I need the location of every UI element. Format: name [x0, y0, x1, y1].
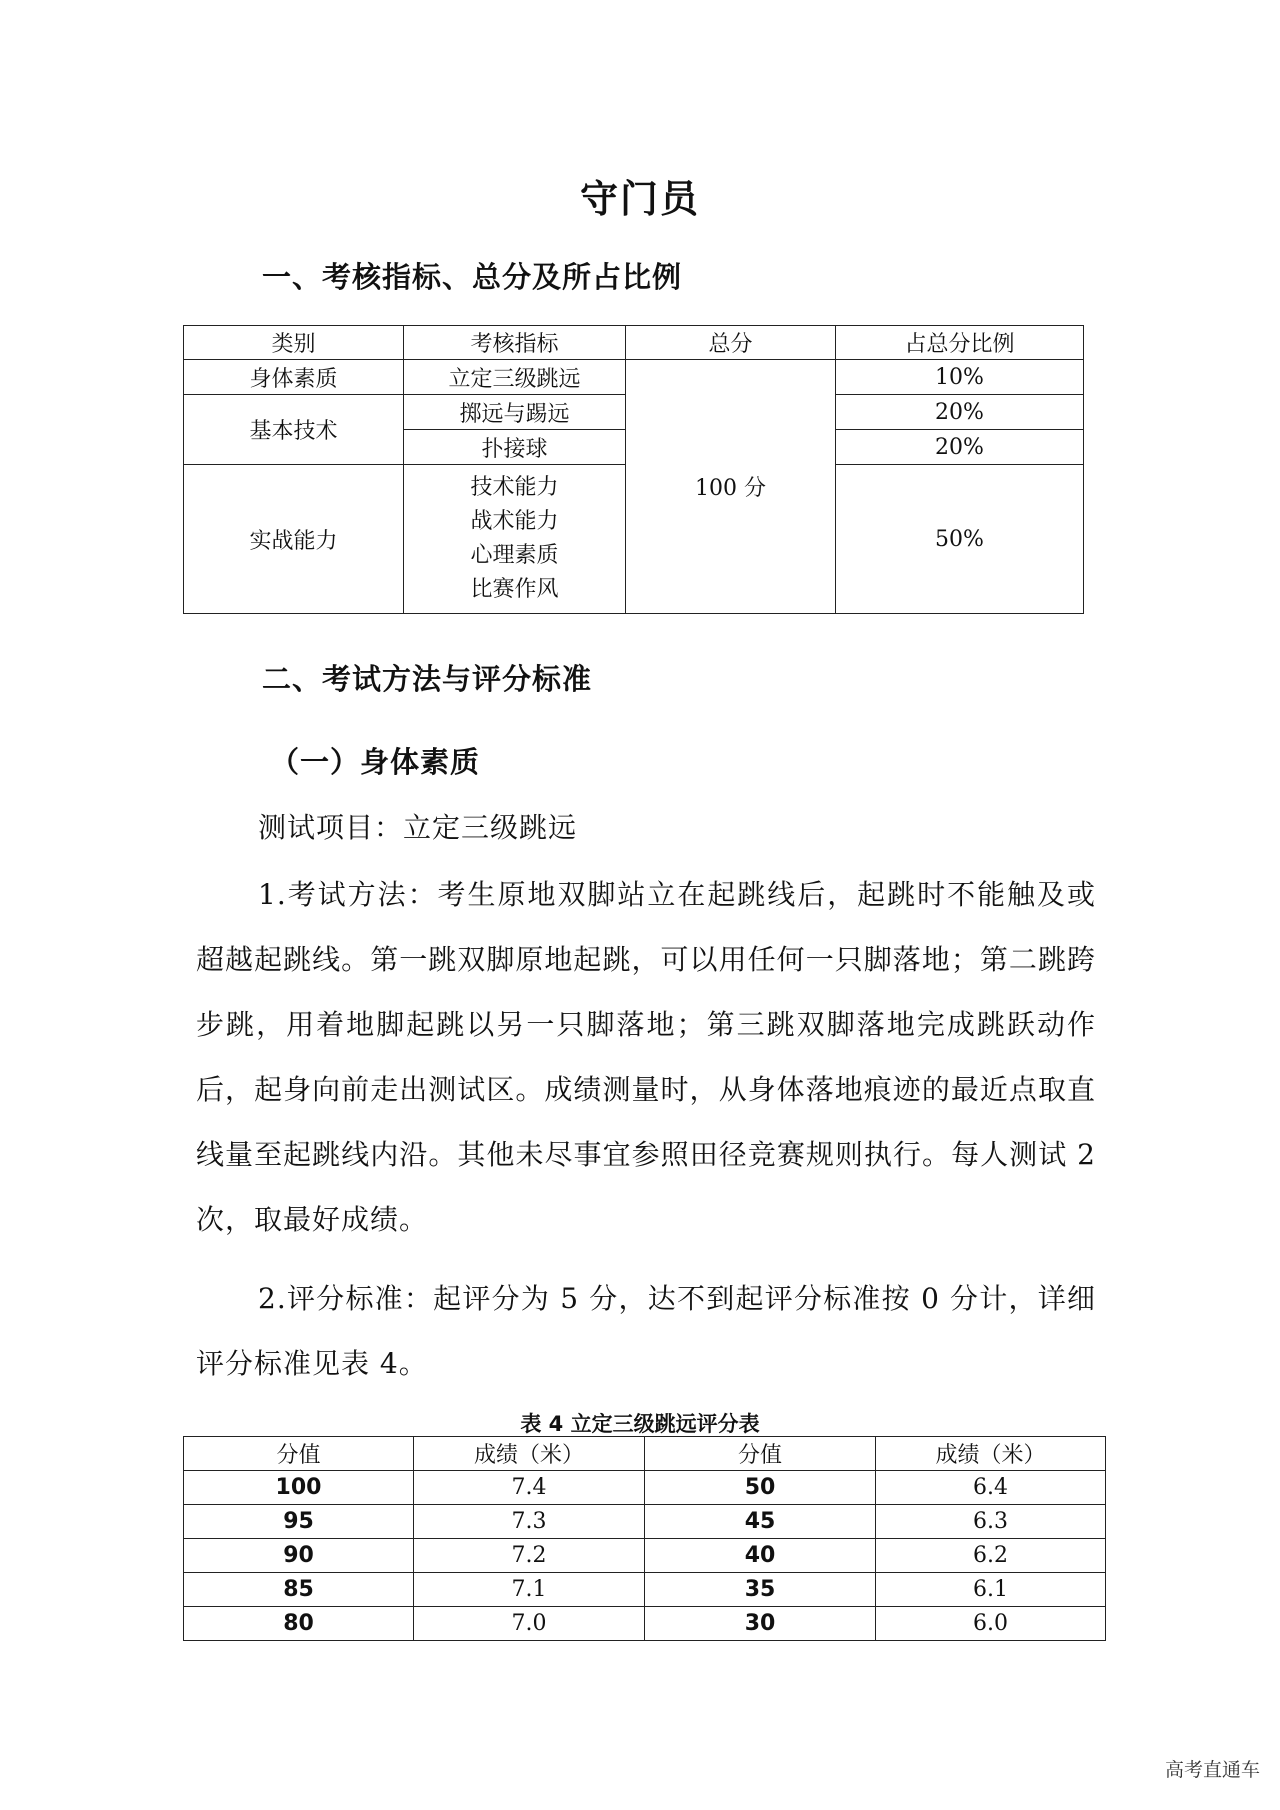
- header-cell: 考核指标: [404, 326, 626, 360]
- ratio-cell: 20%: [836, 395, 1084, 430]
- score-cell: 95: [184, 1505, 414, 1539]
- section-heading-2: 二、考试方法与评分标准: [262, 662, 593, 696]
- method-text: 1.考试方法：考生原地双脚站立在起跳线后，起跳时不能触及或超越起跳线。第一跳双脚原地起跳，可以用任何一只脚落地；第二跳跨步跳，用着地脚起跳以另一只脚落地；第三跳双脚落地完成跳跃动作后，起身向前走出测试区。成绩测量时，从身体落地痕迹的最近点取直线量至起跳线内沿。其他未尽事宜参照田径竞赛规则执行。每人测试 2 次，取最好成绩。: [196, 878, 1096, 1236]
- indicator-item: 技术能力: [470, 475, 559, 500]
- subsection-heading: （一）身体素质: [270, 745, 481, 779]
- header-cell: 类别: [184, 326, 404, 360]
- indicator-item: 战术能力: [470, 509, 559, 534]
- indicator-list-cell: [404, 465, 626, 614]
- table-caption: 表 4 立定三级跳远评分表: [520, 1412, 760, 1436]
- result-cell: 7.3: [414, 1505, 645, 1539]
- test-item-text: [196, 795, 1096, 860]
- score-cell: 80: [184, 1607, 414, 1641]
- score-cell: 90: [184, 1539, 414, 1573]
- indicator-item: 比赛作风: [470, 577, 559, 602]
- scoring-text: 2.评分标准：起评分为 5 分，达不到起评分标准按 0 分计，详细评分标准见表 4。: [196, 1282, 1096, 1380]
- table-row: [184, 1607, 1106, 1641]
- header-cell: 占总分比例: [836, 326, 1084, 360]
- test-item-label: 测试项目：立定三级跳远: [258, 811, 578, 844]
- result-cell: 7.1: [414, 1573, 645, 1607]
- indicator-cell: 立定三级跳远: [404, 360, 626, 395]
- scoring-paragraph: [196, 1266, 1096, 1396]
- result-cell: 6.2: [876, 1539, 1106, 1573]
- watermark-text: 高考直通车: [1164, 1759, 1260, 1781]
- header-cell: 分值: [645, 1437, 876, 1471]
- score-cell: 40: [645, 1539, 876, 1573]
- score-cell: 45: [645, 1505, 876, 1539]
- header-cell: 成绩（米）: [414, 1437, 645, 1471]
- indicator-item: 心理素质: [470, 543, 559, 568]
- category-cell: 身体素质: [184, 360, 404, 395]
- score-cell: 100: [184, 1471, 414, 1505]
- table-header-row: [184, 1437, 1106, 1471]
- result-cell: 6.0: [876, 1607, 1106, 1641]
- ratio-cell: 50%: [836, 465, 1084, 614]
- total-score-cell: 100 分: [626, 360, 836, 614]
- score-cell: 30: [645, 1607, 876, 1641]
- table-header-row: [184, 326, 1084, 360]
- result-cell: 6.1: [876, 1573, 1106, 1607]
- result-cell: 7.0: [414, 1607, 645, 1641]
- header-cell: 成绩（米）: [876, 1437, 1106, 1471]
- assessment-table: [183, 325, 1084, 614]
- ratio-cell: 10%: [836, 360, 1084, 395]
- score-cell: 85: [184, 1573, 414, 1607]
- result-cell: 6.3: [876, 1505, 1106, 1539]
- page-title: 守门员: [579, 177, 700, 221]
- score-cell: 50: [645, 1471, 876, 1505]
- table-row: [184, 1573, 1106, 1607]
- table-row: [184, 1471, 1106, 1505]
- indicator-cell: 扑接球: [404, 430, 626, 465]
- ratio-cell: 20%: [836, 430, 1084, 465]
- result-cell: 7.4: [414, 1471, 645, 1505]
- header-cell: 分值: [184, 1437, 414, 1471]
- result-cell: 7.2: [414, 1539, 645, 1573]
- score-cell: 35: [645, 1573, 876, 1607]
- scoring-table: [183, 1436, 1106, 1641]
- header-cell: 总分: [626, 326, 836, 360]
- table-row: [184, 360, 1084, 395]
- section-heading-1: 一、考核指标、总分及所占比例: [262, 260, 683, 294]
- indicator-cell: 掷远与踢远: [404, 395, 626, 430]
- method-paragraph: [196, 862, 1096, 1252]
- table-row: [184, 1539, 1106, 1573]
- table-row: [184, 1505, 1106, 1539]
- category-cell: 实战能力: [184, 465, 404, 614]
- result-cell: 6.4: [876, 1471, 1106, 1505]
- category-cell: 基本技术: [184, 395, 404, 465]
